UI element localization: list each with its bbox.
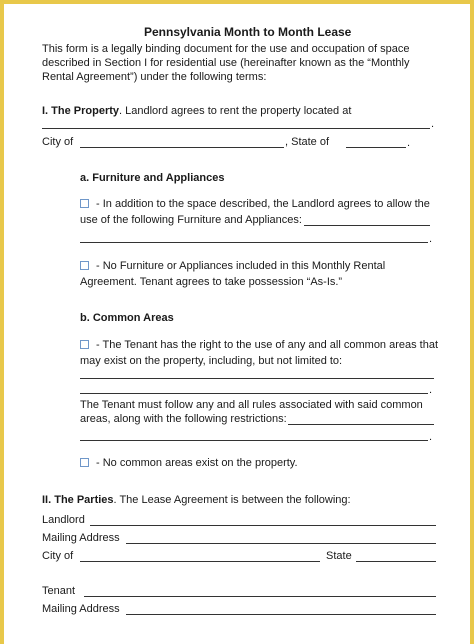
parties-text: . The Lease Agreement is between the following:: [113, 494, 351, 506]
restrictions-field-1[interactable]: [288, 424, 434, 425]
furniture-list-field-1[interactable]: [304, 225, 430, 226]
landlord-state-field[interactable]: [356, 561, 436, 562]
no-furniture-checkbox[interactable]: [80, 261, 89, 270]
landlord-label: Landlord: [42, 514, 85, 526]
furniture-included-line-1: - In addition to the space described, the Landlord agrees to allow the: [96, 198, 430, 210]
tenant-mailing-field[interactable]: [126, 614, 436, 615]
property-city-label: City of: [42, 136, 74, 148]
lease-document: [4, 4, 470, 644]
furniture-list-end: .: [429, 233, 433, 245]
restrictions-end: .: [429, 431, 433, 443]
tenant-field[interactable]: [84, 596, 436, 597]
property-state-label: , State of: [285, 136, 330, 148]
parties-heading: II. The Parties: [42, 494, 114, 506]
property-city-field[interactable]: [80, 147, 284, 148]
property-state-end: .: [407, 137, 411, 149]
no-furniture-line-2: Agreement. Tenant agrees to take possession “As-Is.”: [80, 276, 343, 288]
furniture-list-field-2[interactable]: [80, 242, 428, 243]
restrictions-field-2[interactable]: [80, 440, 428, 441]
landlord-city-label: City of: [42, 550, 74, 562]
common-areas-line-2: may exist on the property, including, but not limited to:: [80, 355, 343, 367]
landlord-field[interactable]: [90, 525, 436, 526]
intro-line-2: described in Section I for residential use (hereinafter known as the “Monthly: [42, 57, 410, 69]
tenant-label: Tenant: [42, 585, 76, 597]
common-areas-heading: b. Common Areas: [80, 312, 174, 324]
common-rules-line-2: areas, along with the following restrictions:: [80, 413, 287, 425]
landlord-state-label: State: [326, 550, 352, 562]
property-state-field[interactable]: [346, 147, 406, 148]
intro-line-3: Rental Agreement”) under the following terms:: [42, 71, 267, 83]
property-heading: I. The Property: [42, 105, 120, 117]
no-common-areas-text: - No common areas exist on the property.: [96, 457, 298, 469]
common-areas-end: .: [429, 384, 433, 396]
parties-section: [42, 493, 351, 507]
landlord-mailing-field[interactable]: [126, 543, 436, 544]
property-address-field[interactable]: [42, 128, 430, 129]
furniture-included-line-2: use of the following Furniture and Appliances:: [80, 214, 302, 226]
common-areas-field-1[interactable]: [80, 378, 434, 379]
furniture-heading: a. Furniture and Appliances: [80, 172, 225, 184]
landlord-city-field[interactable]: [80, 561, 320, 562]
document-title: Pennsylvania Month to Month Lease: [144, 25, 352, 39]
tenant-mailing-label: Mailing Address: [42, 603, 120, 615]
landlord-mailing-label: Mailing Address: [42, 532, 120, 544]
common-areas-checkbox[interactable]: [80, 340, 89, 349]
property-text: . Landlord agrees to rent the property located at: [119, 105, 352, 117]
common-areas-field-2[interactable]: [80, 393, 428, 394]
property-section: [42, 104, 351, 118]
intro-line-1: This form is a legally binding document for the use and occupation of space: [42, 43, 410, 55]
no-common-areas-checkbox[interactable]: [80, 458, 89, 467]
common-areas-line-1: - The Tenant has the right to the use of any and all common areas that: [96, 339, 439, 351]
furniture-included-checkbox[interactable]: [80, 199, 89, 208]
no-furniture-line-1: - No Furniture or Appliances included in this Monthly Rental: [96, 260, 386, 272]
common-rules-line-1: The Tenant must follow any and all rules associated with said common: [80, 399, 423, 411]
property-address-end: .: [431, 118, 435, 130]
